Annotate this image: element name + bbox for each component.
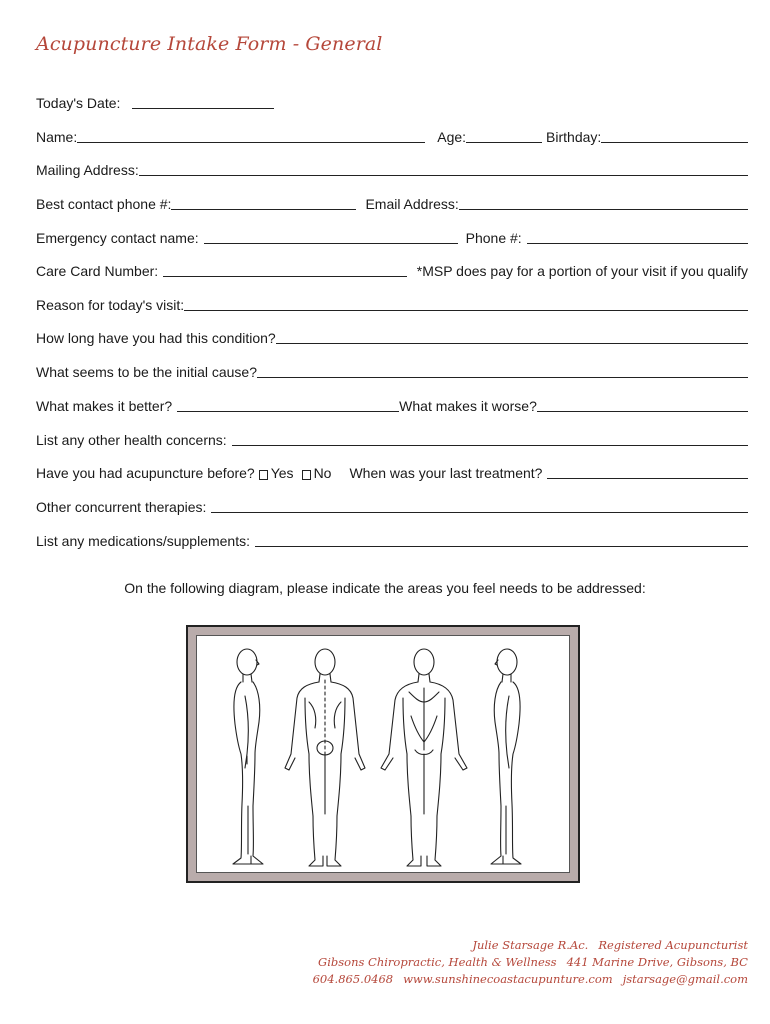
other-therapies-row — [36, 498, 748, 515]
acupuncture-before-row — [36, 464, 748, 481]
todays-date-row — [36, 94, 748, 111]
other-therapies-field[interactable] — [211, 498, 748, 513]
mailing-address-row — [36, 161, 748, 178]
birthday-field[interactable] — [601, 128, 748, 143]
emergency-phone-label: Phone #: — [465, 230, 522, 246]
body-side-view-left-icon — [233, 649, 263, 864]
name-field[interactable] — [77, 128, 425, 143]
emergency-contact-name-label: Emergency contact name: — [36, 230, 199, 246]
medications-row — [36, 532, 748, 549]
clinic-website[interactable]: www.sunshinecoastacupunture.com — [403, 972, 613, 986]
practitioner-name: Julie Starsage R.Ac. — [472, 938, 589, 952]
last-treatment-field[interactable] — [547, 464, 748, 479]
diagram-instruction: On the following diagram, please indicate the areas you feel needs to be addressed: — [124, 580, 646, 596]
msp-note: *MSP does pay for a portion of your visit if you qualify — [416, 263, 748, 279]
best-contact-phone-field[interactable] — [171, 195, 356, 210]
mailing-address-label: Mailing Address: — [36, 162, 139, 178]
other-health-concerns-label: List any other health concerns: — [36, 432, 227, 448]
form-title: Acupuncture Intake Form - General — [36, 33, 383, 55]
footer-line-3 — [313, 971, 748, 988]
other-therapies-label: Other concurrent therapies: — [36, 499, 207, 515]
email-address-field[interactable] — [459, 195, 748, 210]
how-long-label: How long have you had this condition? — [36, 330, 276, 346]
body-figures — [197, 636, 571, 874]
no-checkbox[interactable] — [302, 470, 311, 480]
email-address-label: Email Address: — [365, 196, 459, 212]
better-worse-row — [36, 397, 748, 414]
last-treatment-label: When was your last treatment? — [349, 465, 543, 481]
care-card-number-label: Care Card Number: — [36, 263, 159, 279]
name-label: Name: — [36, 129, 78, 145]
makes-better-label: What makes it better? — [36, 398, 173, 414]
practitioner-role: Registered Acupuncturist — [598, 938, 748, 952]
care-card-row — [36, 262, 748, 279]
body-side-view-right-icon — [491, 649, 521, 864]
how-long-row — [36, 329, 748, 346]
health-concerns-row — [36, 431, 748, 448]
makes-worse-field[interactable] — [537, 397, 748, 412]
todays-date-field[interactable] — [132, 94, 274, 109]
clinic-name: Gibsons Chiropractic, Health & Wellness — [318, 955, 557, 969]
reason-row — [36, 296, 748, 313]
mailing-address-field[interactable] — [139, 161, 748, 176]
age-label: Age: — [437, 129, 467, 145]
had-acupuncture-label: Have you had acupuncture before? — [36, 465, 255, 481]
contact-row — [36, 195, 748, 212]
todays-date-label: Today's Date: — [36, 95, 121, 111]
footer-line-1 — [313, 937, 748, 954]
age-field[interactable] — [466, 128, 542, 143]
how-long-field[interactable] — [276, 329, 748, 344]
reason-for-visit-label: Reason for today's visit: — [36, 297, 185, 313]
medications-label: List any medications/supplements: — [36, 533, 250, 549]
care-card-number-field[interactable] — [163, 262, 407, 277]
initial-cause-label: What seems to be the initial cause? — [36, 364, 258, 380]
medications-field[interactable] — [255, 532, 748, 547]
footer-line-2 — [313, 954, 748, 971]
emergency-contact-name-field[interactable] — [204, 229, 458, 244]
body-front-view-icon — [381, 649, 467, 866]
clinic-phone: 604.865.0468 — [312, 972, 394, 986]
body-diagram[interactable] — [186, 625, 580, 883]
initial-cause-field[interactable] — [257, 363, 748, 378]
birthday-label: Birthday: — [546, 129, 602, 145]
initial-cause-row — [36, 363, 748, 380]
emergency-phone-field[interactable] — [527, 229, 748, 244]
makes-better-field[interactable] — [177, 397, 399, 412]
no-label: No — [313, 465, 332, 481]
yes-checkbox[interactable] — [259, 470, 268, 480]
footer — [313, 937, 748, 988]
body-diagram-canvas[interactable] — [196, 635, 570, 873]
best-contact-phone-label: Best contact phone #: — [36, 196, 172, 212]
yes-label: Yes — [270, 465, 294, 481]
clinic-address: 441 Marine Drive, Gibsons, BC — [566, 955, 748, 969]
other-health-concerns-field[interactable] — [232, 431, 748, 446]
name-row — [36, 128, 748, 145]
body-back-view-icon — [285, 649, 365, 866]
emergency-contact-row — [36, 229, 748, 246]
makes-worse-label: What makes it worse? — [399, 398, 537, 414]
reason-for-visit-field[interactable] — [184, 296, 748, 311]
clinic-email[interactable]: jstarsage@gmail.com — [622, 972, 748, 986]
